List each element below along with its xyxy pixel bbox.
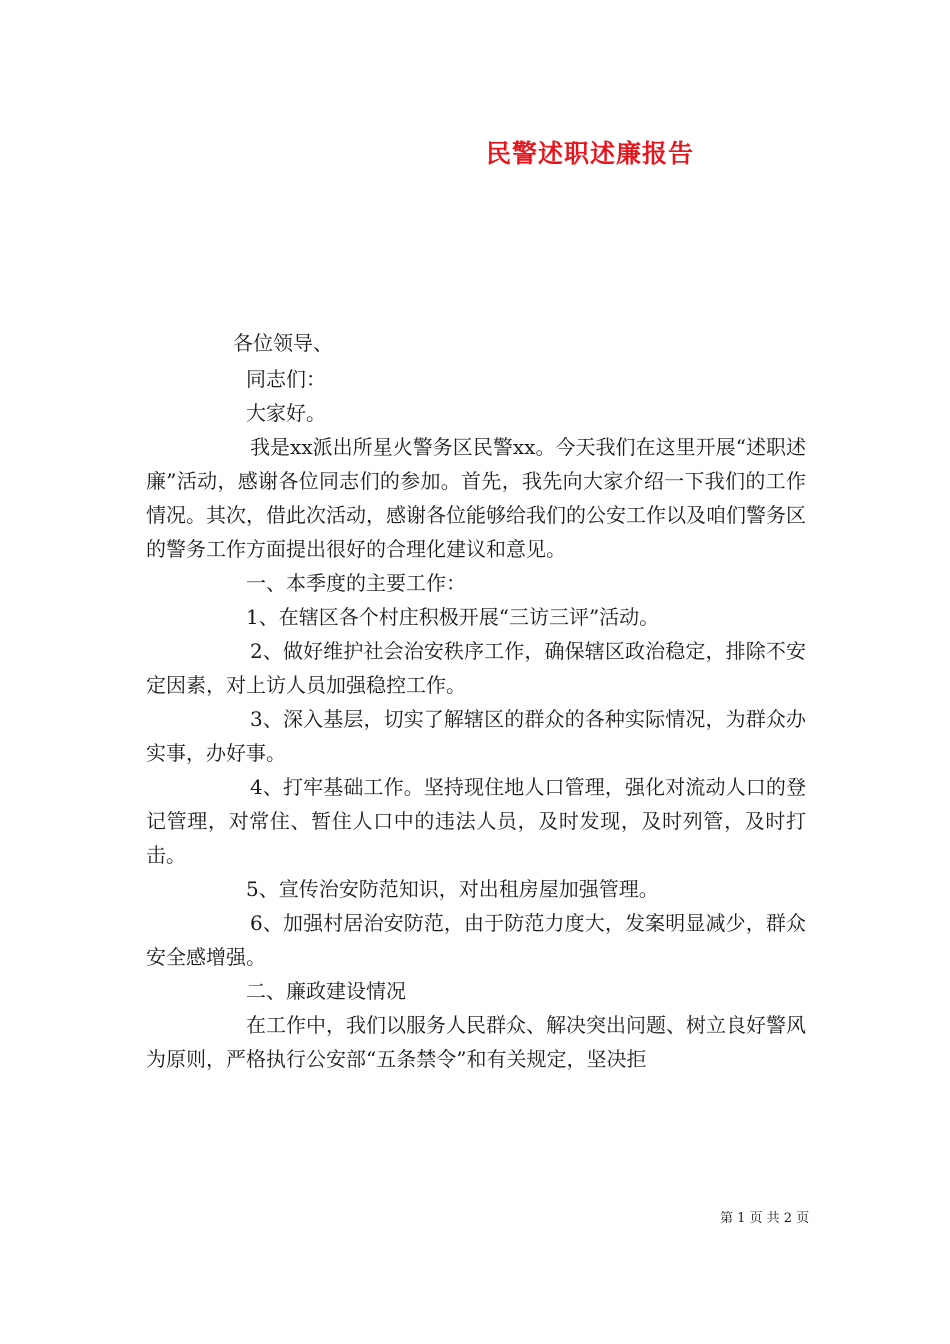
page-number-footer: 第 1 页 共 2 页 [720, 1211, 810, 1226]
paragraph-intro: 我是xx派出所星火警务区民警xx。今天我们在这里开展“述职述廉”活动，感谢各位同志们的参加。首先，我先向大家介绍一下我们的工作情况。其次，借此次活动，感谢各位能够给我们的公安工作以及咱们警务区的警务工作方面提出很好的合理化建议和意见。 [146, 435, 806, 561]
greeting-leaders: 各位领导、 [233, 331, 333, 355]
document-title: 民警述职述廉报告 [485, 139, 694, 168]
work-item-2: 2、做好维护社会治安秩序工作，确保辖区政治稳定，排除不安定因素，对上访人员加强稳控工作。 [146, 639, 806, 697]
section-heading-integrity: 二、廉政建设情况 [246, 979, 406, 1003]
work-item-3: 3、深入基层，切实了解辖区的群众的各种实际情况，为群众办实事，办好事。 [146, 707, 806, 765]
paragraph-integrity: 在工作中，我们以服务人民群众、解决突出问题、树立良好警风为原则，严格执行公安部“五条禁令”和有关规定，坚决拒 [146, 1013, 806, 1071]
greeting-comrades: 同志们： [246, 367, 326, 391]
document-body [146, 430, 806, 1076]
work-item-5: 5、宣传治安防范知识，对出租房屋加强管理。 [246, 877, 659, 901]
work-item-4: 4、打牢基础工作。坚持现住地人口管理，强化对流动人口的登记管理，对常住、暂住人口中的违法人员，及时发现，及时列管，及时打击。 [146, 775, 806, 867]
section-heading-main-work: 一、本季度的主要工作： [246, 571, 466, 595]
work-item-6: 6、加强村居治安防范，由于防范力度大，发案明显减少，群众安全感增强。 [146, 911, 806, 969]
work-item-1: 1、在辖区各个村庄积极开展“三访三评”活动。 [246, 605, 660, 629]
greeting-hello: 大家好。 [246, 401, 326, 425]
